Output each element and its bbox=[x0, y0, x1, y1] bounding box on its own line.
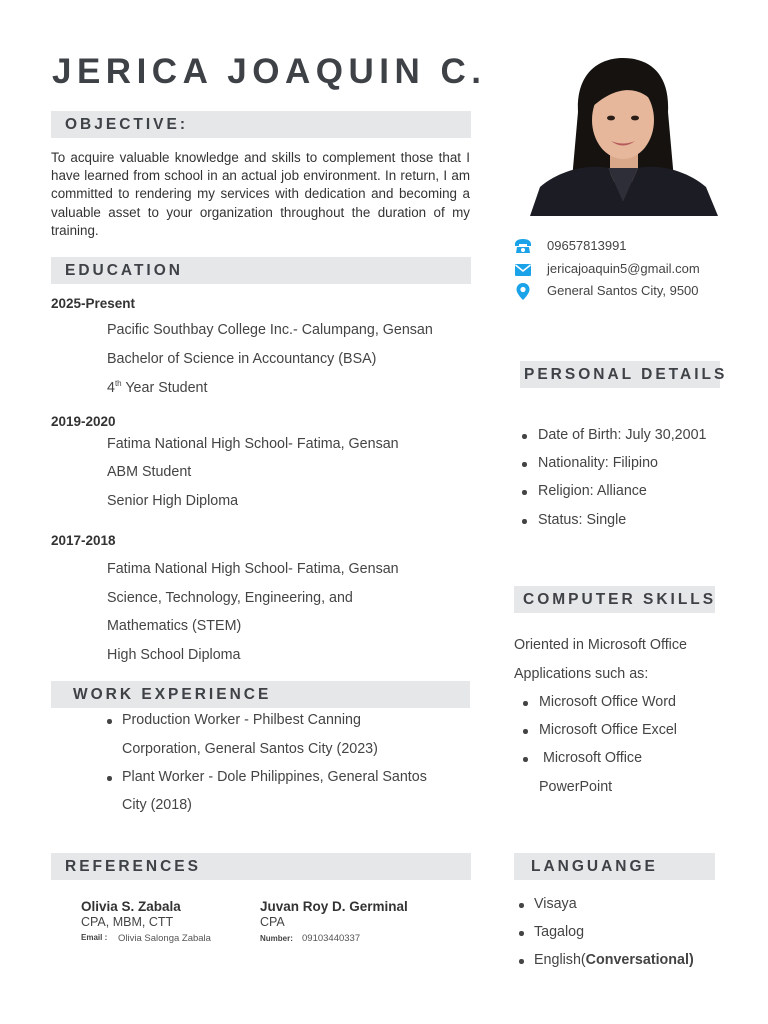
language-english: English( bbox=[534, 952, 586, 968]
skills-intro: Oriented in Microsoft Office bbox=[514, 637, 687, 653]
references-heading: REFERENCES bbox=[51, 853, 471, 880]
envelope-icon bbox=[514, 262, 532, 278]
education-line bbox=[107, 379, 207, 396]
skill-item: Microsoft Office Excel bbox=[539, 722, 677, 738]
personal-detail: Nationality: Filipino bbox=[538, 455, 658, 471]
education-line: ABM Student bbox=[107, 464, 192, 480]
language-proficiency: Conversational) bbox=[585, 952, 694, 968]
skill-item: Microsoft Office bbox=[539, 750, 643, 766]
reference-title: CPA bbox=[260, 915, 285, 929]
year-student: Year Student bbox=[121, 379, 208, 396]
work-item-line: City (2018) bbox=[122, 797, 192, 813]
candidate-name: JERICA JOAQUIN C. bbox=[52, 52, 487, 91]
education-line: Senior High Diploma bbox=[107, 493, 239, 509]
bullet bbox=[522, 462, 527, 467]
bullet bbox=[519, 931, 524, 936]
reference-label: Email : bbox=[81, 933, 108, 942]
education-line: High School Diploma bbox=[107, 647, 241, 663]
education-heading: EDUCATION bbox=[51, 257, 471, 284]
bullet bbox=[522, 519, 527, 524]
education-line: Pacific Southbay College Inc.- Calumpang, Gensan bbox=[107, 322, 433, 338]
location-pin-icon bbox=[514, 282, 532, 301]
address: General Santos City, 9500 bbox=[547, 283, 699, 298]
reference-label: Number: bbox=[260, 934, 293, 943]
ordinal-suffix: th bbox=[114, 379, 122, 388]
language-item: Visaya bbox=[534, 896, 577, 912]
email-address: jericajoaquin5@gmail.com bbox=[547, 261, 700, 276]
reference-name: Juvan Roy D. Germinal bbox=[260, 899, 408, 914]
work-experience-heading: WORK EXPERIENCE bbox=[51, 681, 470, 708]
education-line: Fatima National High School- Fatima, Gensan bbox=[107, 561, 399, 577]
work-item-line: Corporation, General Santos City (2023) bbox=[122, 741, 378, 757]
language-item bbox=[534, 952, 694, 968]
bullet bbox=[522, 434, 527, 439]
education-line: Fatima National High School- Fatima, Gensan bbox=[107, 436, 399, 452]
work-item-line: Production Worker - Philbest Canning bbox=[122, 712, 361, 728]
education-line: Science, Technology, Engineering, and bbox=[107, 590, 353, 606]
skill-item-continued: PowerPoint bbox=[539, 779, 613, 795]
personal-detail: Religion: Alliance bbox=[538, 483, 647, 499]
bullet bbox=[519, 903, 524, 908]
year-number: 4 bbox=[107, 379, 115, 396]
skill-item: Microsoft Office Word bbox=[539, 694, 676, 710]
reference-value: Olivia Salonga Zabala bbox=[118, 933, 211, 944]
education-line: Bachelor of Science in Accountancy (BSA) bbox=[107, 351, 377, 367]
personal-detail: Date of Birth: July 30,2001 bbox=[538, 427, 707, 443]
bullet bbox=[519, 959, 524, 964]
bullet bbox=[522, 490, 527, 495]
computer-skills-heading: COMPUTER SKILLS bbox=[514, 586, 715, 613]
personal-details-heading: PERSONAL DETAILS bbox=[520, 361, 720, 388]
language-item: Tagalog bbox=[534, 924, 585, 940]
education-years: 2025-Present bbox=[51, 296, 136, 311]
bullet bbox=[523, 729, 528, 734]
bullet bbox=[107, 719, 112, 724]
work-item-line: Plant Worker - Dole Philippines, General Santos bbox=[122, 769, 427, 785]
phone-icon bbox=[514, 238, 532, 254]
objective-text: To acquire valuable knowledge and skills to complement those that I have learned from school in an actual job environment. In return, I am committed to rendering my services with dedication and becoming a valuable asset to your organization throughout the duration of my training. bbox=[51, 150, 470, 238]
bullet bbox=[523, 701, 528, 706]
personal-detail: Status: Single bbox=[538, 512, 627, 528]
education-line: Mathematics (STEM) bbox=[107, 618, 242, 634]
reference-title: CPA, MBM, CTT bbox=[81, 915, 174, 929]
education-years: 2019-2020 bbox=[51, 414, 116, 429]
profile-photo bbox=[530, 52, 718, 216]
skills-intro: Applications such as: bbox=[514, 666, 649, 682]
education-years: 2017-2018 bbox=[51, 533, 116, 548]
reference-name: Olivia S. Zabala bbox=[81, 899, 181, 914]
objective-heading: OBJECTIVE: bbox=[51, 111, 471, 138]
bullet bbox=[107, 776, 112, 781]
reference-value: 09103440337 bbox=[302, 933, 361, 944]
language-heading: LANGUANGE bbox=[514, 853, 715, 880]
bullet bbox=[523, 757, 528, 762]
phone-number: 09657813991 bbox=[547, 238, 627, 253]
